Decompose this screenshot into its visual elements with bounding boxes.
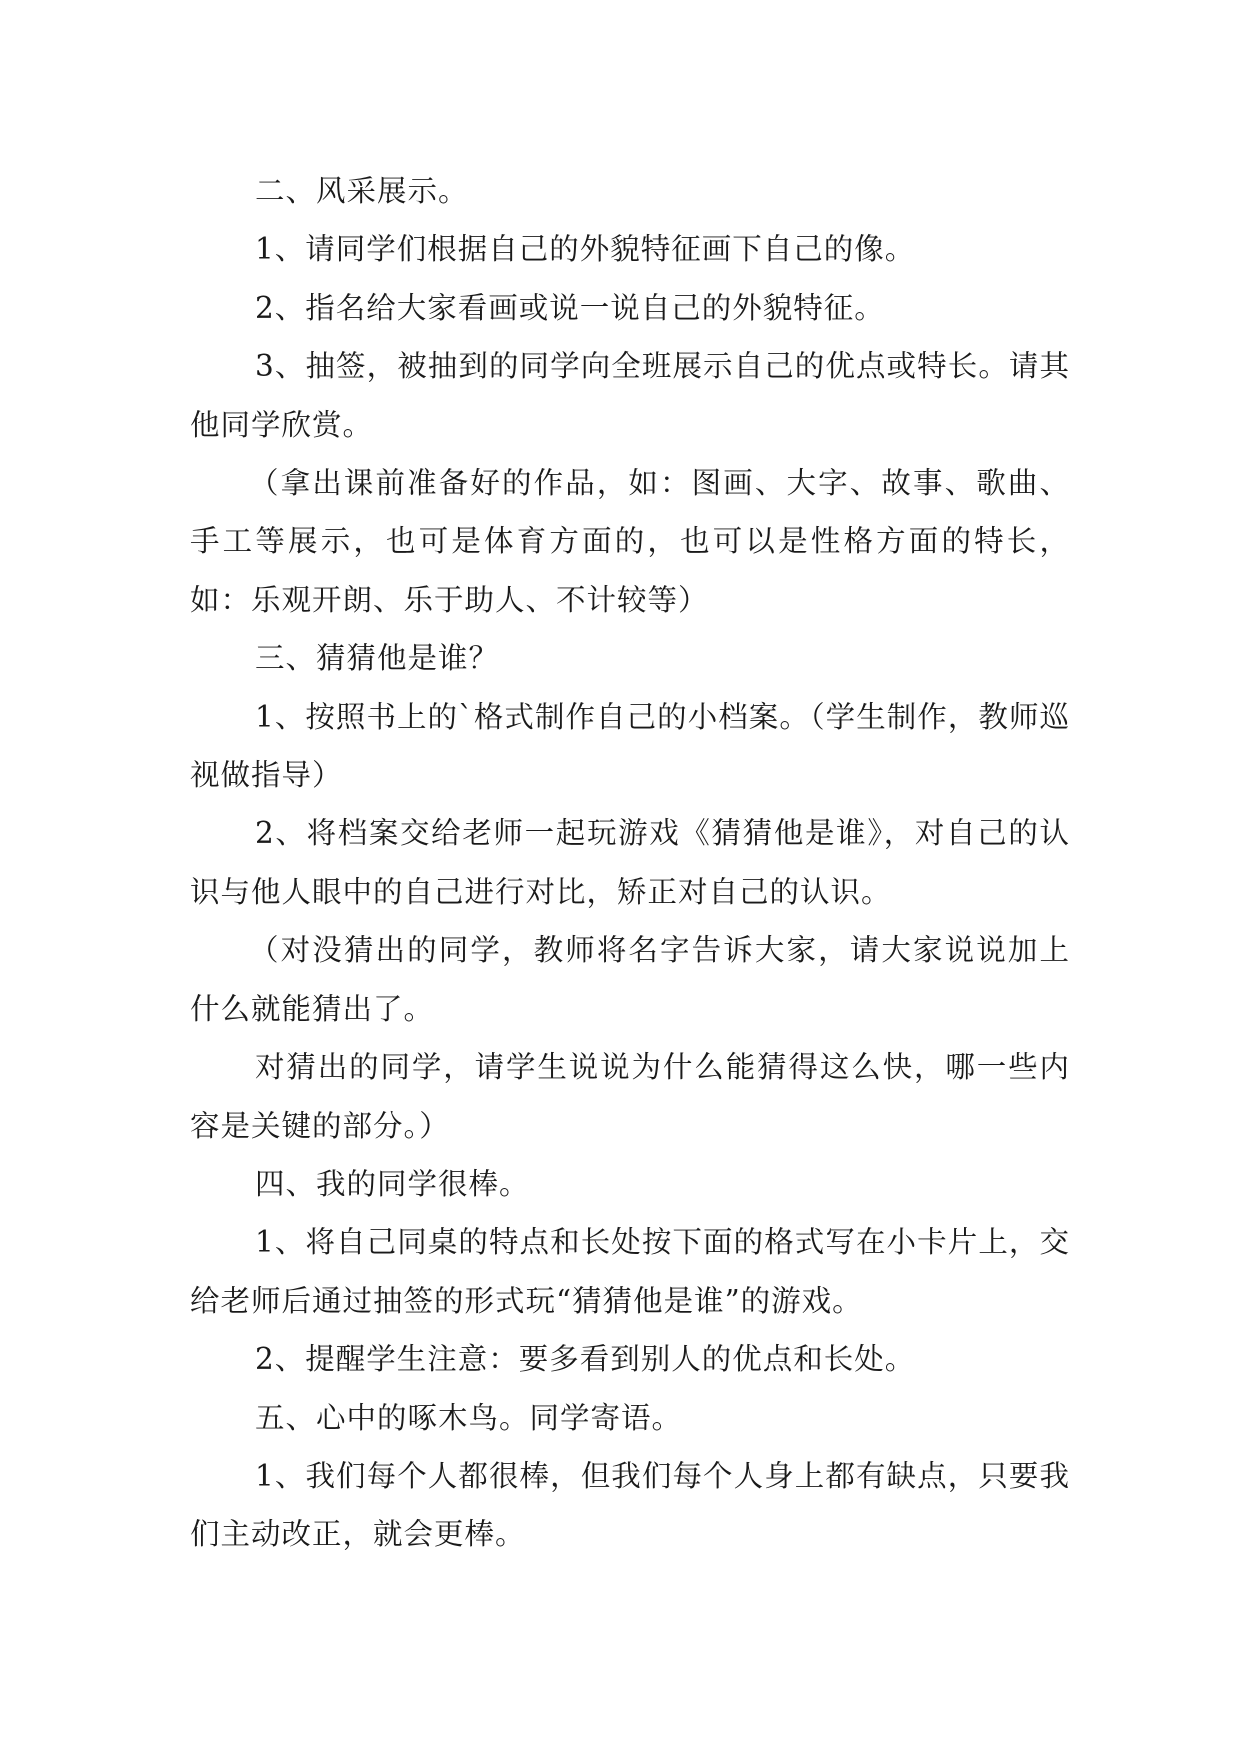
paragraph: 对猜出的同学，请学生说说为什么能猜得这么快，哪一些内容是关键的部分。） [190,1050,1070,1143]
section-heading-2: 二、风采展示。 [255,174,469,208]
paragraph: （拿出课前准备好的作品，如：图画、大字、故事、歌曲、手工等展示，也可是体育方面的，也可以是性格方面的特长，如：乐观开朗、乐于助人、不计较等） [190,466,1070,617]
paragraph: 1、请同学们根据自己的外貌特征画下自己的像。 [255,232,916,267]
paragraph: 1、我们每个人都很棒，但我们每个人身上都有缺点，只要我们主动改正，就会更棒。 [190,1458,1070,1552]
document-body [190,162,1070,1564]
paragraph: 2、提醒学生注意：要多看到别人的优点和长处。 [255,1342,916,1377]
section-heading-3: 三、猜猜他是谁？ [255,641,500,676]
paragraph: 2、将档案交给老师一起玩游戏《猜猜他是谁》，对自己的认识与他人眼中的自己进行对比，矫正对自己的认识。 [190,816,1070,909]
paragraph: 3、抽签，被抽到的同学向全班展示自己的优点或特长。请其他同学欣赏。 [190,349,1070,442]
paragraph: 2、指名给大家看画或说一说自己的外貌特征。 [255,290,885,325]
paragraph: （对没猜出的同学，教师将名字告诉大家，请大家说说加上什么就能猜出了。 [190,933,1070,1026]
paragraph: 1、将自己同桌的特点和长处按下面的格式写在小卡片上，交给老师后通过抽签的形式玩“猜猜他是谁”的游戏。 [190,1225,1070,1318]
paragraph: 1、按照书上的`格式制作自己的小档案。（学生制作，教师巡视做指导） [190,699,1070,793]
section-heading-4: 四、我的同学很棒。 [255,1166,530,1201]
section-heading-5: 五、心中的啄木鸟。同学寄语。 [255,1400,683,1435]
